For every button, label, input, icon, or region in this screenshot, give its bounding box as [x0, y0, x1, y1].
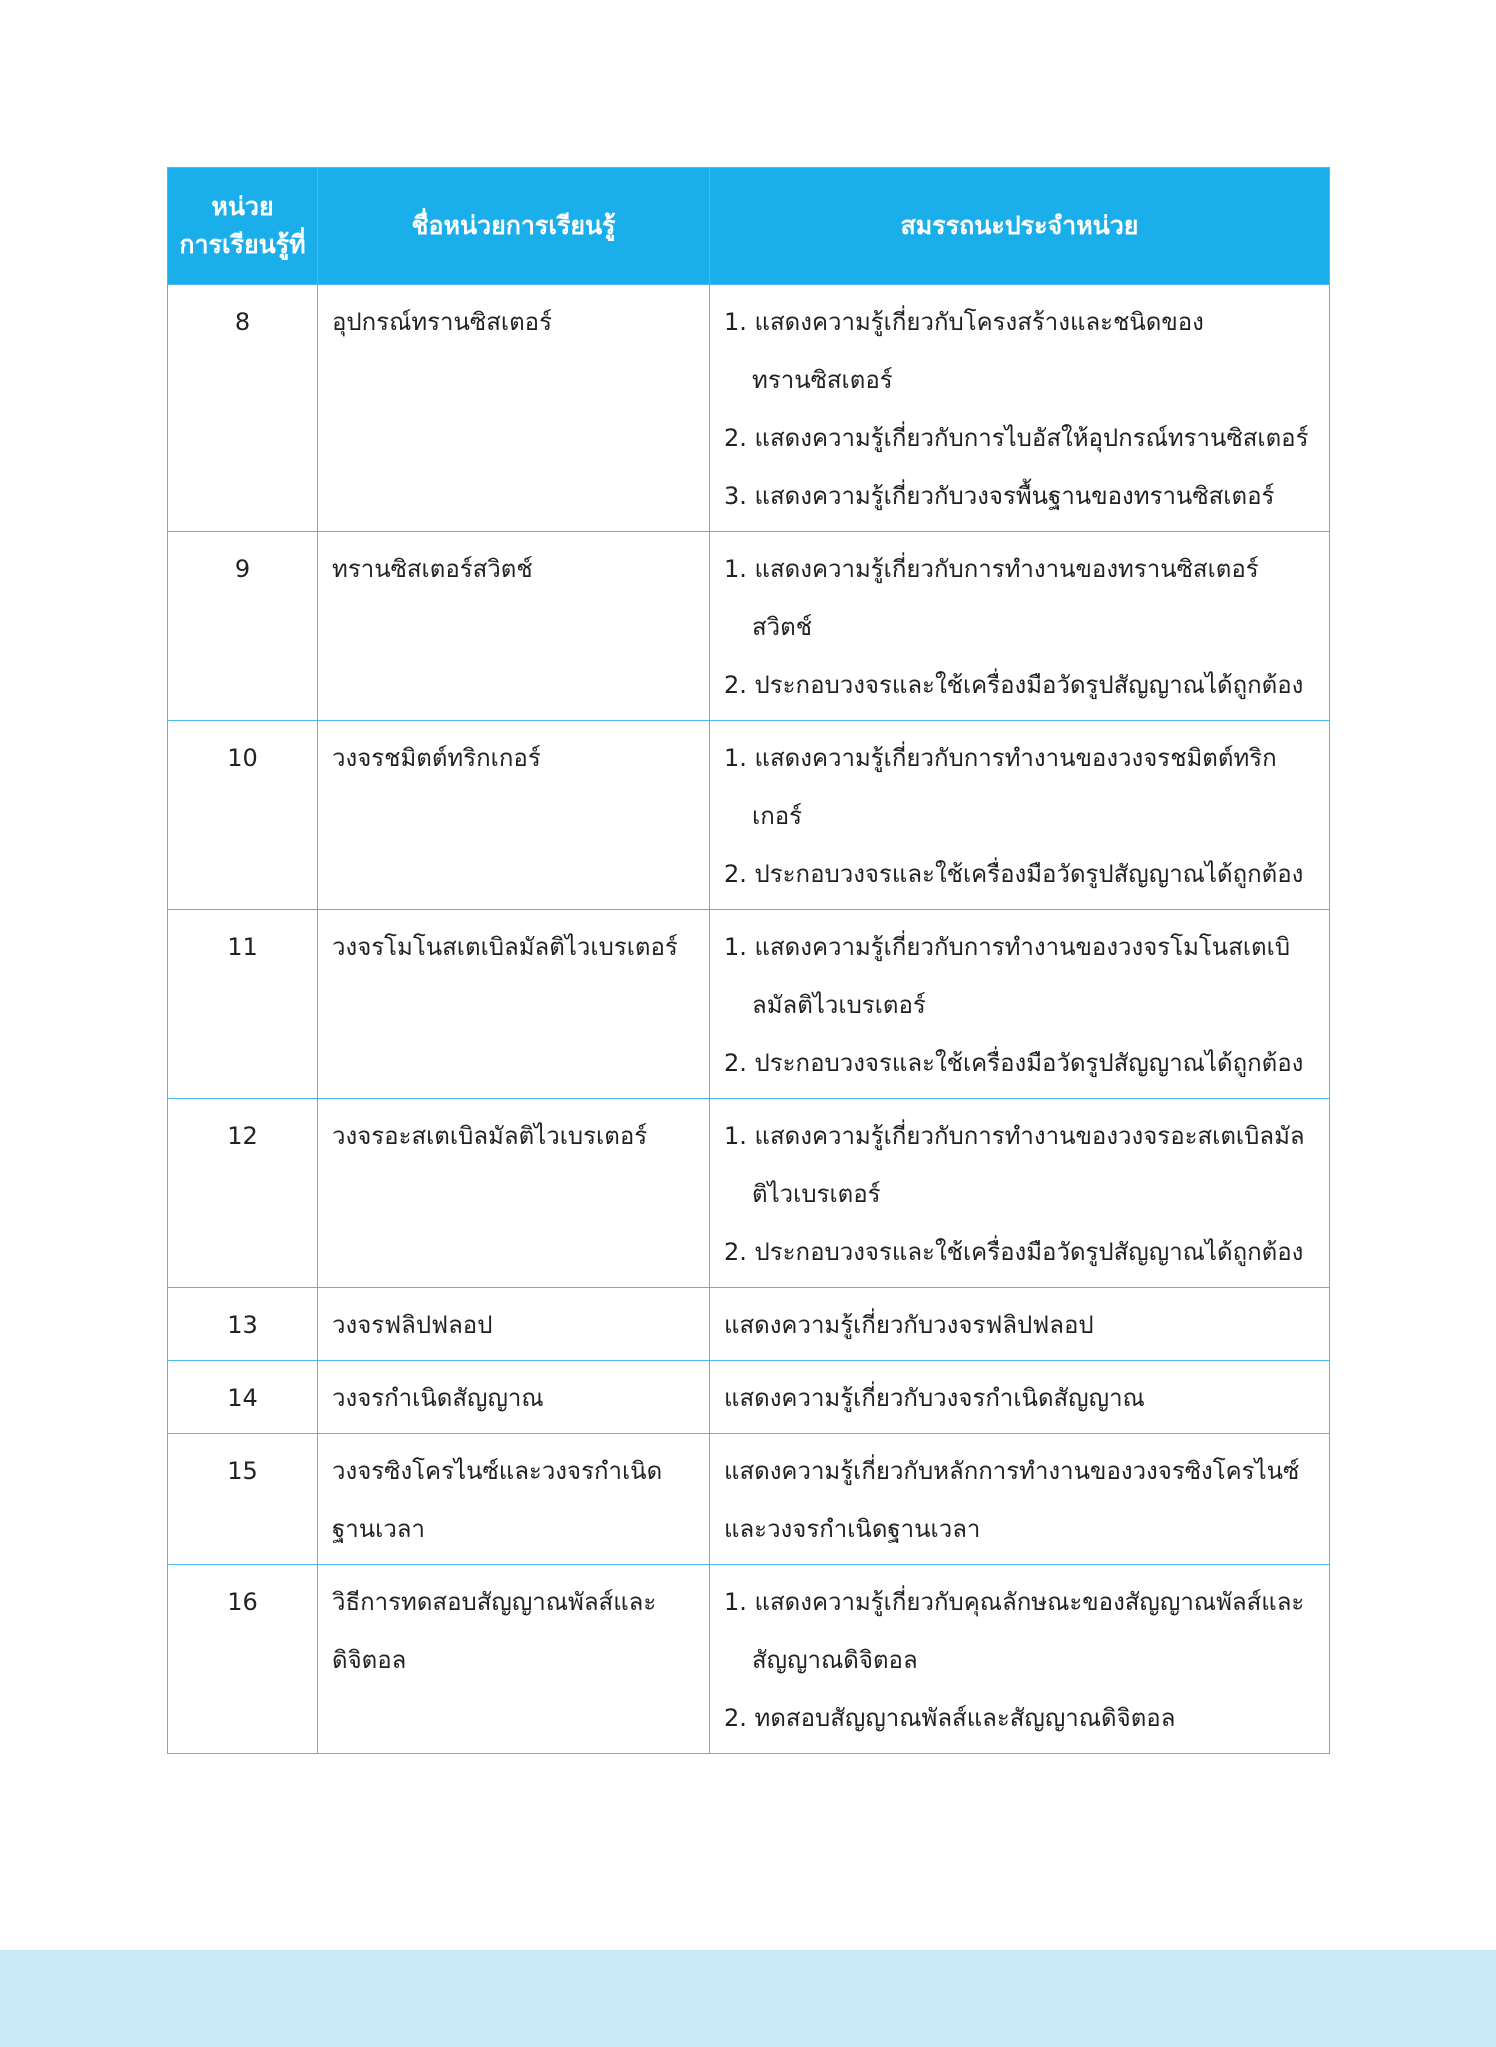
unit-number: 12 — [168, 1099, 318, 1288]
unit-name: วงจรฟลิปฟลอป — [318, 1288, 710, 1361]
competency-item: 1. แสดงความรู้เกี่ยวกับการทำงานของวงจรชมิตต์ทริกเกอร์ — [724, 744, 1277, 830]
unit-name: ทรานซิสเตอร์สวิตช์ — [318, 532, 710, 721]
competency-item: 2. ประกอบวงจรและใช้เครื่องมือวัดรูปสัญญาณได้ถูกต้อง — [724, 1049, 1304, 1077]
table-row — [168, 1099, 1330, 1288]
page-footer-band — [0, 1950, 1496, 2047]
unit-competency — [710, 532, 1330, 721]
unit-number: 13 — [168, 1288, 318, 1361]
header-unit-line2: การเรียนรู้ที่ — [179, 230, 306, 259]
unit-number: 15 — [168, 1434, 318, 1565]
unit-competency — [710, 1565, 1330, 1754]
table-row — [168, 285, 1330, 532]
competency-item: 3. แสดงความรู้เกี่ยวกับวงจรพื้นฐานของทรานซิสเตอร์ — [724, 482, 1275, 510]
table-row — [168, 721, 1330, 910]
competency-table — [167, 167, 1330, 1754]
unit-name: วงจรซิงโครไนซ์และวงจรกำเนิดฐานเวลา — [318, 1434, 710, 1565]
unit-name: วงจรชมิตต์ทริกเกอร์ — [318, 721, 710, 910]
unit-number: 10 — [168, 721, 318, 910]
unit-name: วิธีการทดสอบสัญญาณพัลส์และดิจิตอล — [318, 1565, 710, 1754]
competency-item: 2. ประกอบวงจรและใช้เครื่องมือวัดรูปสัญญาณได้ถูกต้อง — [724, 860, 1304, 888]
unit-name: วงจรอะสเตเบิลมัลติไวเบรเตอร์ — [318, 1099, 710, 1288]
competency-item: 1. แสดงความรู้เกี่ยวกับการทำงานของวงจรโมโนสเตเบิลมัลติไวเบรเตอร์ — [724, 933, 1291, 1019]
competency-item: 2. ประกอบวงจรและใช้เครื่องมือวัดรูปสัญญาณได้ถูกต้อง — [724, 671, 1304, 699]
unit-competency — [710, 721, 1330, 910]
table-row — [168, 1565, 1330, 1754]
competency-item: 2. ประกอบวงจรและใช้เครื่องมือวัดรูปสัญญาณได้ถูกต้อง — [724, 1238, 1304, 1266]
competency-item: 2. ทดสอบสัญญาณพัลส์และสัญญาณดิจิตอล — [724, 1704, 1176, 1732]
table-row — [168, 910, 1330, 1099]
unit-competency — [710, 910, 1330, 1099]
unit-number: 16 — [168, 1565, 318, 1754]
competency-item: 1. แสดงความรู้เกี่ยวกับโครงสร้างและชนิดของทรานซิสเตอร์ — [724, 308, 1204, 394]
unit-competency — [710, 285, 1330, 532]
unit-number: 9 — [168, 532, 318, 721]
unit-competency: แสดงความรู้เกี่ยวกับวงจรฟลิปฟลอป — [710, 1288, 1330, 1361]
unit-number: 11 — [168, 910, 318, 1099]
unit-name: วงจรกำเนิดสัญญาณ — [318, 1361, 710, 1434]
competency-item: 1. แสดงความรู้เกี่ยวกับการทำงานของทรานซิสเตอร์สวิตช์ — [724, 555, 1259, 641]
competency-item: 1. แสดงความรู้เกี่ยวกับคุณลักษณะของสัญญาณพัลส์และสัญญาณดิจิตอล — [724, 1588, 1305, 1674]
table-row — [168, 532, 1330, 721]
unit-number: 8 — [168, 285, 318, 532]
unit-number: 14 — [168, 1361, 318, 1434]
table-row — [168, 1288, 1330, 1361]
unit-name: วงจรโมโนสเตเบิลมัลติไวเบรเตอร์ — [318, 910, 710, 1099]
unit-name: อุปกรณ์ทรานซิสเตอร์ — [318, 285, 710, 532]
table-header-row — [168, 168, 1330, 285]
header-competency: สมรรถนะประจำหน่วย — [710, 168, 1330, 285]
competency-item: 1. แสดงความรู้เกี่ยวกับการทำงานของวงจรอะสเตเบิลมัลติไวเบรเตอร์ — [724, 1122, 1305, 1208]
header-unit-name: ชื่อหน่วยการเรียนรู้ — [318, 168, 710, 285]
unit-competency: แสดงความรู้เกี่ยวกับวงจรกำเนิดสัญญาณ — [710, 1361, 1330, 1434]
header-unit-line1: หน่วย — [211, 192, 274, 221]
header-unit-number — [168, 168, 318, 285]
table-row — [168, 1361, 1330, 1434]
table-row — [168, 1434, 1330, 1565]
unit-competency — [710, 1099, 1330, 1288]
unit-competency: แสดงความรู้เกี่ยวกับหลักการทำงานของวงจรซิงโครไนซ์และวงจรกำเนิดฐานเวลา — [710, 1434, 1330, 1565]
competency-item: 2. แสดงความรู้เกี่ยวกับการไบอัสให้อุปกรณ์ทรานซิสเตอร์ — [724, 424, 1309, 452]
